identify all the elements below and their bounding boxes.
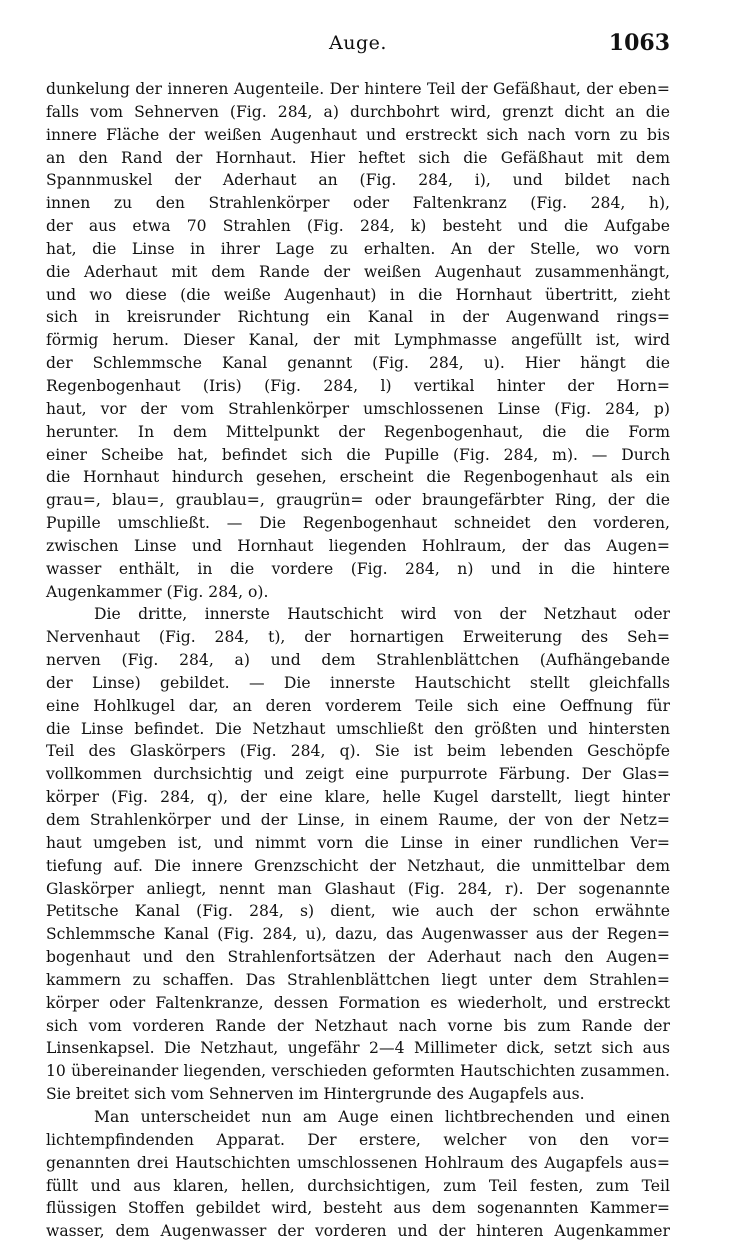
text-line: nerven (Fig. 284, a) und dem Strahlenblättchen (Aufhängebande <box>46 651 670 670</box>
text-line: tiefung auf. Die innere Grenzschicht der Netzhaut, die unmittelbar dem <box>46 856 670 875</box>
text-line: förmig herum. Dieser Kanal, der mit Lymphmasse angefüllt ist, wird <box>46 331 670 350</box>
text-line: Glaskörper anliegt, nennt man Glashaut (Fig. 284, r). Der sogenannte <box>46 879 670 898</box>
text-line: Teil des Glaskörpers (Fig. 284, q). Sie ist beim lebenden Geschöpfe <box>46 742 670 761</box>
text-line: Linsenkapsel. Die Netzhaut, ungefähr 2—4 Millimeter dick, setzt sich aus <box>46 1039 670 1058</box>
text-line: haut, vor der vom Strahlenkörper umschlossenen Linse (Fig. 284, p) <box>46 399 670 418</box>
text-line: hat, die Linse in ihrer Lage zu erhalten. An der Stelle, wo vorn <box>46 239 670 258</box>
text-line: dunkelung der inneren Augenteile. Der hintere Teil der Gefäßhaut, der eben= <box>46 80 670 98</box>
text-line: kammern zu schaffen. Das Strahlenblättchen liegt unter dem Strahlen= <box>46 970 670 989</box>
text-line: innere Fläche der weißen Augenhaut und erstreckt sich nach vorn zu bis <box>46 125 670 144</box>
body-text <box>46 78 670 1243</box>
text-line: sich vom vorderen Rande der Netzhaut nach vorne bis zum Rande der <box>46 1016 670 1035</box>
text-line: falls vom Sehnerven (Fig. 284, a) durchbohrt wird, grenzt dicht an die <box>46 102 670 121</box>
text-line: einer Scheibe hat, befindet sich die Pupille (Fig. 284, m). — Durch <box>46 445 670 464</box>
text-line: Augenkammer (Fig. 284, o). <box>46 582 269 601</box>
text-line: körper oder Faltenkranze, dessen Formation es wiederholt, und erstreckt <box>46 993 670 1012</box>
text-line: körper (Fig. 284, q), der eine klare, helle Kugel darstellt, liegt hinter <box>46 788 670 807</box>
text-line: Petitsche Kanal (Fig. 284, s) dient, wie auch der schon erwähnte <box>46 902 670 921</box>
text-line: Spannmuskel der Aderhaut an (Fig. 284, i), und bildet nach <box>46 171 670 190</box>
text-line: die Linse befindet. Die Netzhaut umschließt den größten und hintersten <box>46 719 670 738</box>
text-line: herunter. In dem Mittelpunkt der Regenbogenhaut, die die Form <box>46 422 670 441</box>
page-header <box>46 32 670 62</box>
running-title: Auge. <box>329 32 387 54</box>
text-line: füllt und aus klaren, hellen, durchsichtigen, zum Teil festen, zum Teil <box>46 1176 670 1195</box>
text-line: Pupille umschließt. — Die Regenbogenhaut schneidet den vorderen, <box>46 514 670 533</box>
text-line: dem Strahlenkörper und der Linse, in einem Raume, der von der Netz= <box>46 811 670 829</box>
text-line: der aus etwa 70 Strahlen (Fig. 284, k) besteht und die Aufgabe <box>46 217 670 236</box>
text-line: haut umgeben ist, und nimmt vorn die Linse in einer rundlichen Ver= <box>46 833 670 852</box>
text-line: sich in kreisrunder Richtung ein Kanal in der Augenwand rings= <box>46 308 670 327</box>
text-line: bogenhaut und den Strahlenfortsätzen der Aderhaut nach den Augen= <box>46 948 670 967</box>
text-line: an den Rand der Hornhaut. Hier heftet sich die Gefäßhaut mit dem <box>46 148 670 167</box>
text-line: genannten drei Hautschichten umschlossenen Hohlraum des Augapfels aus= <box>46 1153 670 1172</box>
text-line: vollkommen durchsichtig und zeigt eine purpurrote Färbung. Der Glas= <box>46 765 670 784</box>
text-line: 10 übereinander liegenden, verschieden geformten Hautschichten zusammen. <box>46 1062 670 1081</box>
text-line: innen zu den Strahlenkörper oder Faltenkranz (Fig. 284, h), <box>46 194 670 213</box>
text-line: Nervenhaut (Fig. 284, t), der hornartigen Erweiterung des Seh= <box>46 628 670 647</box>
text-line: Die dritte, innerste Hautschicht wird von der Netzhaut oder <box>94 605 670 624</box>
text-line: die Hornhaut hindurch gesehen, erscheint die Regenbogenhaut als ein <box>46 468 670 487</box>
text-line: zwischen Linse und Hornhaut liegenden Hohlraum, der das Augen= <box>46 536 670 555</box>
text-line: der Linse) gebildet. — Die innerste Hautschicht stellt gleichfalls <box>46 673 670 692</box>
text-line: Schlemmsche Kanal (Fig. 284, u), dazu, das Augenwasser aus der Regen= <box>46 925 670 944</box>
text-line: der Schlemmsche Kanal genannt (Fig. 284, u). Hier hängt die <box>46 354 670 373</box>
text-line: grau=, blau=, graublau=, graugrün= oder braungefärbter Ring, der die <box>46 491 670 510</box>
text-line: wasser enthält, in die vordere (Fig. 284, n) und in die hintere <box>46 559 670 578</box>
text-line: lichtempfindenden Apparat. Der erstere, welcher von den vor= <box>46 1130 670 1149</box>
text-line: flüssigen Stoffen gebildet wird, besteht aus dem sogenannten Kammer= <box>46 1199 670 1218</box>
text-line: die Aderhaut mit dem Rande der weißen Augenhaut zusammenhängt, <box>46 262 670 281</box>
text-line: Sie breitet sich vom Sehnerven im Hintergrunde des Augapfels aus. <box>46 1085 585 1104</box>
text-line: wasser, dem Augenwasser der vorderen und der hinteren Augenkammer <box>46 1222 670 1241</box>
text-line: und wo diese (die weiße Augenhaut) in die Hornhaut übertritt, zieht <box>46 285 670 304</box>
page-number: 1063 <box>608 30 670 56</box>
text-line: Man unterscheidet nun am Auge einen lichtbrechenden und einen <box>94 1107 670 1126</box>
text-line: eine Hohlkugel dar, an deren vorderem Teile sich eine Oeffnung für <box>46 696 670 715</box>
text-line: Regenbogenhaut (Iris) (Fig. 284, l) vertikal hinter der Horn= <box>46 376 670 395</box>
